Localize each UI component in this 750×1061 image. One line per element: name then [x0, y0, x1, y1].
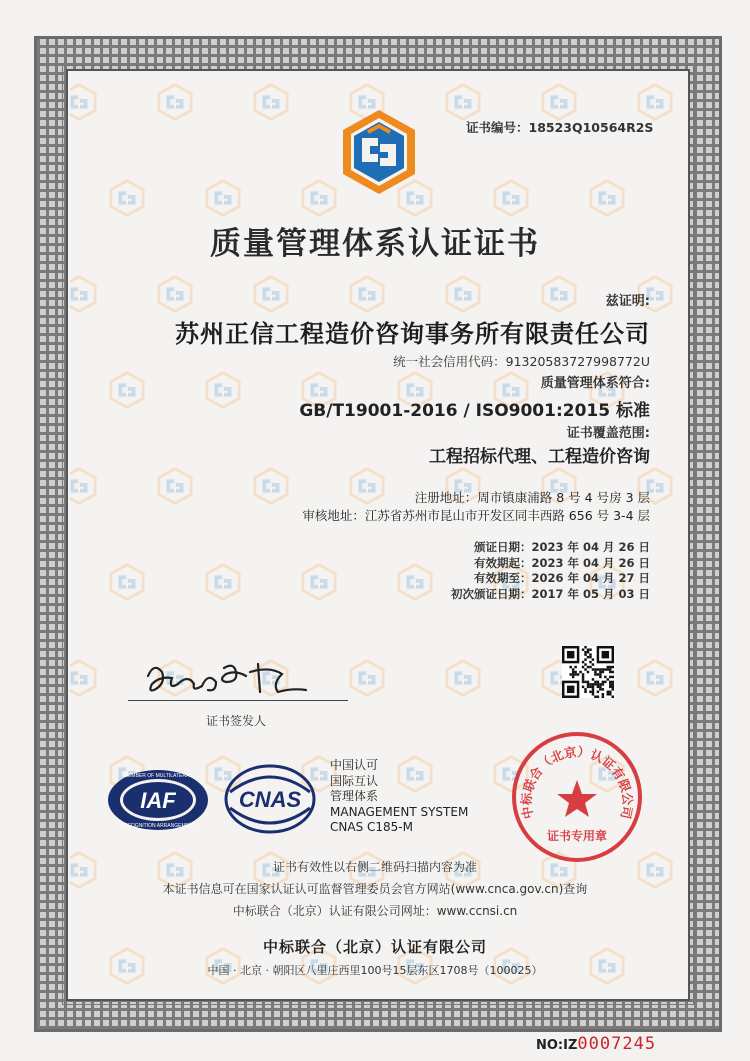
issue-date: 颁证日期：2023 年 04 月 26 日: [473, 540, 650, 554]
acc-line-2: 国际互认: [330, 773, 379, 788]
serial-digits: 0007245: [577, 1034, 657, 1054]
qr-code-icon[interactable]: [562, 646, 614, 698]
official-seal: [510, 730, 644, 864]
certification-logo-icon: [340, 108, 418, 196]
iaf-ring-bottom: RECOGNITION ARRANGEMENT: [120, 823, 196, 829]
date-list: [451, 540, 650, 602]
certificate-number: 证书编号：18523Q10564R2S: [466, 120, 654, 135]
footer-validity-note: 证书有效性以右侧二维码扫描内容为准: [272, 860, 477, 874]
issuer-address: 中国 · 北京 · 朝阳区八里庄西里100号15层东区1708号（100025）: [207, 964, 543, 977]
company-name: 苏州正信工程造价咨询事务所有限责任公司: [175, 320, 650, 348]
credit-code: 统一社会信用代码：91320583727998772U: [393, 354, 650, 369]
iaf-ring-top: MEMBER OF MULTILATERAL: [123, 773, 193, 779]
registered-address: 注册地址：周市镇康浦路 8 号 4 号房 3 层: [414, 490, 650, 505]
valid-from: 有效期起：2023 年 04 月 26 日: [473, 555, 650, 570]
signatory-label: 证书签发人: [206, 714, 267, 728]
acc-line-1: 中国认可: [330, 758, 379, 772]
valid-until: 有效期至：2026 年 04 月 27 日: [473, 571, 650, 585]
conform-label: 质量管理体系符合:: [540, 376, 650, 391]
certificate-title: 质量管理体系认证证书: [210, 226, 540, 262]
acc-line-5: CNAS C185-M: [330, 820, 413, 834]
iaf-text: IAF: [140, 788, 176, 813]
acc-line-4: MANAGEMENT SYSTEM: [330, 804, 469, 819]
footer-cnca-note: 本证书信息可在国家认证认可监督管理委员会官方网站(www.cnca.gov.cn)查询: [162, 882, 588, 896]
issuer-name: 中标联合（北京）认证有限公司: [262, 938, 487, 956]
iaf-logo-icon: [106, 768, 210, 832]
signature-image: [128, 646, 348, 706]
acc-line-3: 管理体系: [330, 789, 379, 803]
seal-star-icon: [557, 780, 597, 817]
cnas-logo-icon: [224, 764, 316, 834]
accreditation-text: [330, 758, 468, 836]
footer-website: 中标联合（北京）认证有限公司网址：www.ccnsi.cn: [232, 904, 518, 918]
first-issue-date: 初次颁证日期：2017 年 05 月 03 日: [450, 586, 650, 601]
seal-ring-text: 中标联合（北京）认证有限公司: [518, 744, 636, 821]
signature-line: [128, 700, 348, 701]
hereby-label: 兹证明:: [605, 294, 650, 309]
cnas-text: CNAS: [238, 787, 302, 812]
scope-label: 证书覆盖范围:: [566, 426, 650, 441]
serial-number: [536, 1034, 656, 1054]
seal-center-text: 证书专用章: [546, 829, 608, 843]
standard: GB/T19001-2016 / ISO9001:2015 标准: [299, 401, 650, 421]
serial-prefix: NO:IZ: [536, 1038, 578, 1053]
scope: 工程招标代理、工程造价咨询: [429, 447, 650, 467]
audit-address: 审核地址：江苏省苏州市昆山市开发区同丰西路 656 号 3-4 层: [302, 508, 650, 523]
